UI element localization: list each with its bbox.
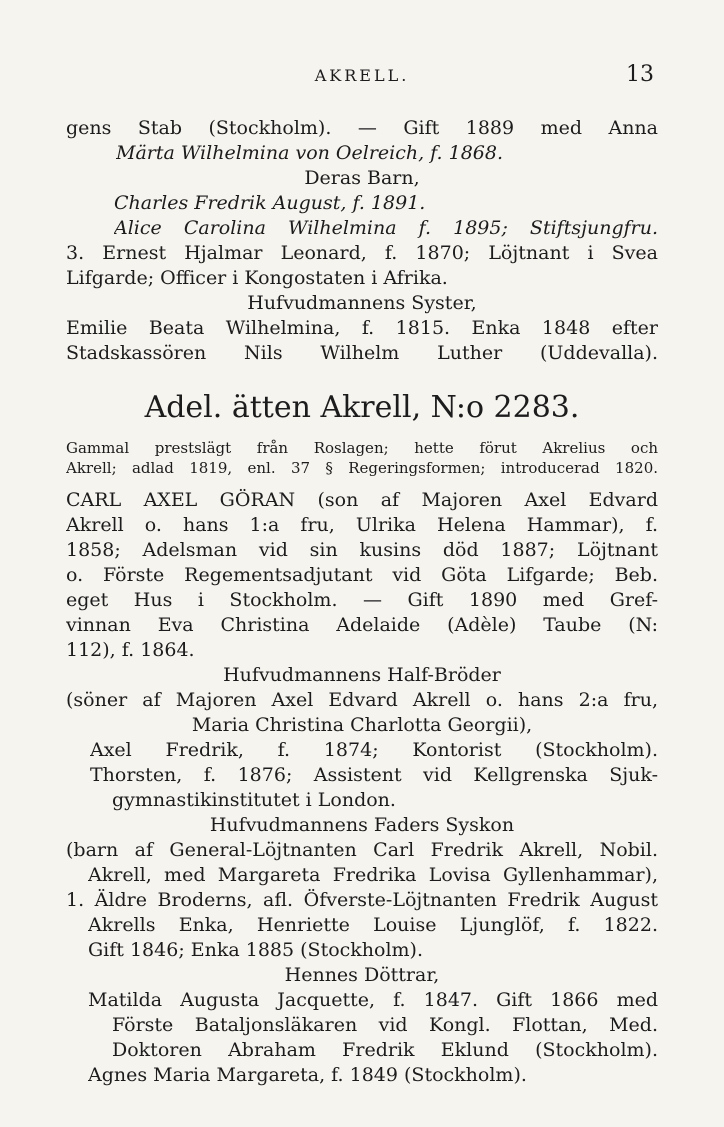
section-title: Adel. ätten Akrell, N:o 2283.: [144, 390, 580, 425]
running-title: AKRELL.: [314, 66, 410, 85]
text-line: Hufvudmannens Faders Syskon: [209, 814, 515, 836]
text-line: Gammal prestslägt från Roslagen; hette förut Akrelius och: [66, 439, 658, 457]
page-number: 13: [626, 62, 654, 87]
text-line: vinnan Eva Christina Adelaide (Adèle) Taube (N:: [66, 614, 658, 636]
text-line: Charles Fredrik August, f. 1891.: [114, 192, 426, 214]
text-line: 1. Äldre Broderns, afl. Öfverste-Löjtnanten Fredrik August: [66, 889, 658, 911]
text-line: Stadskassören Nils Wilhelm Luther (Uddevalla).: [66, 342, 658, 364]
text-line: 3. Ernest Hjalmar Leonard, f. 1870; Löjtnant i Svea: [66, 242, 658, 264]
text-line: Alice Carolina Wilhelmina f. 1895; Stiftsjungfru.: [114, 217, 658, 239]
text-line: Emilie Beata Wilhelmina, f. 1815. Enka 1848 efter: [66, 317, 658, 339]
text-line: (barn af General-Löjtnanten Carl Fredrik Akrell, Nobil.: [66, 839, 658, 861]
text-line: Gift 1846; Enka 1885 (Stockholm).: [88, 939, 424, 961]
text-line: Akrell o. hans 1:a fru, Ulrika Helena Hammar), f.: [66, 514, 658, 536]
text-line: Förste Bataljonsläkaren vid Kongl. Flottan, Med.: [112, 1014, 658, 1036]
text-line: Axel Fredrik, f. 1874; Kontorist (Stockholm).: [90, 739, 658, 761]
text-line: Märta Wilhelmina von Oelreich, f. 1868.: [116, 142, 504, 164]
text-line: Hennes Döttrar,: [284, 964, 440, 986]
text-line: (söner af Majoren Axel Edvard Akrell o. hans 2:a fru,: [66, 689, 658, 711]
text-line: Lifgarde; Officer i Kongostaten i Afrika.: [66, 267, 448, 289]
text-line: Akrell; adlad 1819, enl. 37 § Regeringsformen; introducerad 1820.: [66, 459, 658, 477]
text-line: o. Förste Regementsadjutant vid Göta Lifgarde; Beb.: [66, 564, 658, 586]
text-line: gens Stab (Stockholm). — Gift 1889 med Anna: [66, 117, 658, 139]
text-line: Thorsten, f. 1876; Assistent vid Kellgrenska Sjuk-: [90, 764, 658, 786]
text-line: Deras Barn,: [304, 167, 420, 189]
text-line: Akrell, med Margareta Fredrika Lovisa Gyllenhammar),: [88, 864, 658, 886]
text-line: eget Hus i Stockholm. — Gift 1890 med Gref-: [66, 589, 658, 611]
text-line: Maria Christina Charlotta Georgii),: [191, 714, 533, 736]
text-line: Akrells Enka, Henriette Louise Ljunglöf, f. 1822.: [88, 914, 658, 936]
text-line: Agnes Maria Margareta, f. 1849 (Stockholm).: [88, 1064, 527, 1086]
text-line: Doktoren Abraham Fredrik Eklund (Stockholm).: [112, 1039, 658, 1061]
text-line: CARL AXEL GÖRAN (son af Majoren Axel Edvard: [66, 489, 658, 511]
text-line: 1858; Adelsman vid sin kusins död 1887; Löjtnant: [66, 539, 658, 561]
text-line: Hufvudmannens Syster,: [247, 292, 477, 314]
text-line: gymnastikinstitutet i London.: [112, 789, 396, 811]
text-line: Matilda Augusta Jacquette, f. 1847. Gift 1866 med: [88, 989, 658, 1011]
text-line: Hufvudmannens Half-Bröder: [223, 664, 501, 686]
text-line: 112), f. 1864.: [66, 639, 195, 661]
